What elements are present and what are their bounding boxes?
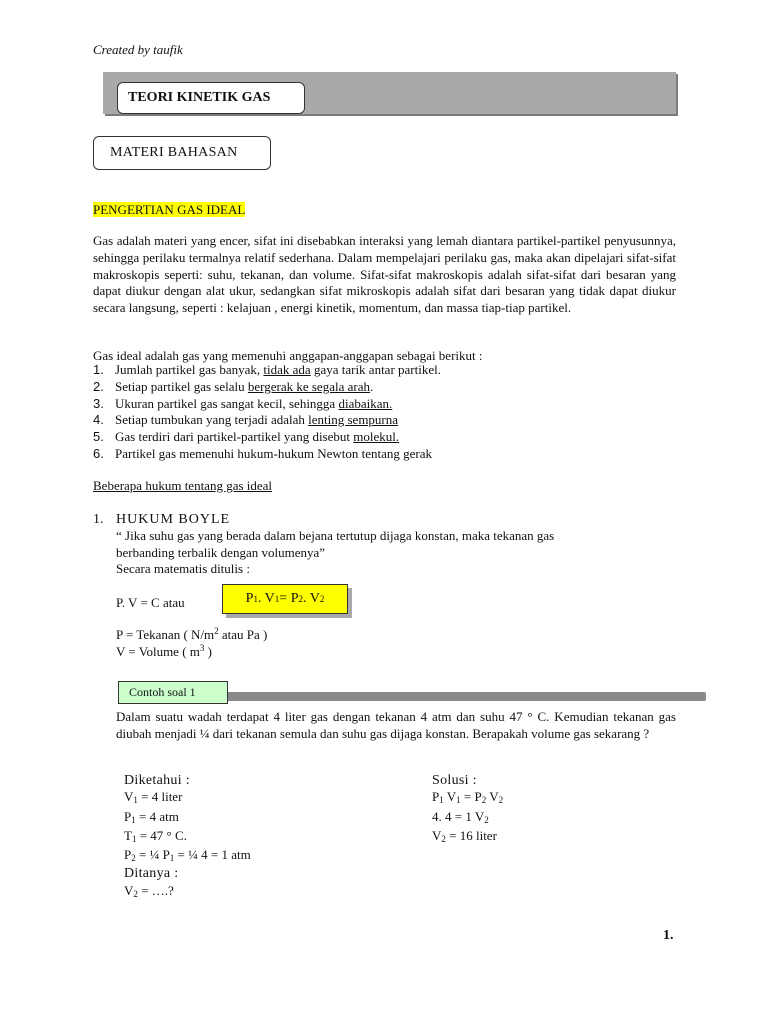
- asked-line: [124, 883, 251, 902]
- var-sub: 1: [131, 833, 137, 844]
- term: V: [486, 789, 499, 805]
- list-number: 6.: [93, 445, 104, 461]
- boyle-number: 1.: [93, 512, 104, 527]
- list-number: 1.: [93, 362, 104, 377]
- list-text-underlined: tidak ada: [263, 362, 311, 377]
- laws-heading: Beberapa hukum tentang gas ideal: [93, 478, 273, 493]
- value: = ¼ P: [135, 847, 170, 863]
- var: T: [124, 827, 132, 843]
- boyle-quote-line1: “ Jika suhu gas yang berada dalam bejana tertutup dijaga konstan, maka tekanan gas: [116, 528, 555, 543]
- list-number: 3.: [93, 395, 104, 411]
- list-item: [93, 446, 676, 463]
- formula-left: P. V = C atau: [116, 595, 185, 610]
- list-item: [93, 362, 676, 379]
- value: = ¼ 4 = 1 atm: [174, 847, 251, 863]
- solution-line: [432, 828, 503, 847]
- term-sub: 2: [498, 795, 504, 806]
- list-text-pre: Setiap partikel gas selalu: [115, 378, 248, 394]
- list-text: [115, 412, 398, 429]
- formula-sub: 1: [274, 594, 280, 604]
- boyle-quote-line2: berbanding terbalik dengan volumenya”: [116, 544, 326, 560]
- var: V: [124, 789, 134, 805]
- solution-heading: Solusi :: [432, 773, 477, 788]
- term-sub: 2: [484, 814, 489, 825]
- section-heading: [93, 202, 245, 218]
- list-text: [115, 429, 399, 446]
- pressure-def-post: atau Pa ): [218, 627, 268, 642]
- known-line: [124, 847, 251, 866]
- known-block: [124, 773, 251, 902]
- list-text-pre: Gas terdiri dari partikel-partikel yang disebut: [115, 429, 354, 445]
- list-text: [115, 396, 392, 413]
- var-sub: 2: [133, 888, 138, 899]
- list-text-post: .: [369, 378, 374, 394]
- var: P: [124, 808, 132, 824]
- list-text-post: gaya tarik antar partikel.: [310, 362, 441, 377]
- example-label: Contoh soal 1: [118, 681, 228, 704]
- list-text-underlined: lenting sempurna: [308, 412, 399, 428]
- list-number: 5.: [93, 429, 104, 445]
- list-item: [93, 429, 676, 446]
- term: = P: [460, 789, 482, 805]
- value: = 4 liter: [137, 789, 183, 805]
- pressure-definition: [116, 626, 267, 643]
- formula-v: . V: [302, 591, 320, 606]
- value: = ….?: [137, 882, 174, 898]
- list-text-pre: Partikel gas memenuhi hukum-hukum Newton tentang gerak: [115, 445, 432, 461]
- list-text: [115, 379, 373, 396]
- known-line: [124, 789, 251, 808]
- list-item: [93, 396, 676, 413]
- var-sub: 1: [169, 853, 175, 864]
- volume-def-sup: 3: [199, 643, 205, 653]
- section-heading-text: PENGERTIAN GAS IDEAL: [93, 202, 246, 217]
- formula-p: P: [245, 591, 254, 606]
- list-text-pre: Jumlah partikel gas banyak,: [115, 362, 264, 377]
- list-text-underlined: molekul.: [353, 429, 400, 445]
- list-text-pre: Setiap tumbukan yang terjadi adalah: [115, 412, 309, 428]
- term-sub: 2: [441, 833, 446, 844]
- var-sub: 1: [133, 795, 138, 806]
- boyle-title: HUKUM BOYLE: [116, 512, 231, 527]
- page-number: 1.: [663, 928, 674, 943]
- pressure-def-text: P = Tekanan ( N/m: [116, 627, 215, 642]
- var: V: [124, 882, 134, 898]
- example-problem: Dalam suatu wadah terdapat 4 liter gas dengan tekanan 4 atm dan suhu 47 ° C. Kemudian tekanan gas diubah menjadi ¼ dari tekanan semula dan suhu gas dijaga konstan. Berapakah volume gas sekarang ?: [116, 709, 676, 741]
- term-sub: 1: [456, 795, 461, 806]
- term: P: [432, 789, 440, 805]
- var: P: [124, 847, 132, 863]
- solution-line: [432, 809, 503, 828]
- list-item: [93, 412, 676, 429]
- solution-block: [432, 773, 503, 847]
- known-line: [124, 828, 251, 847]
- formula-sub: 2: [298, 594, 303, 604]
- formula-box: [222, 584, 348, 614]
- term: 4. 4 = 1 V: [432, 808, 485, 824]
- known-line: [124, 809, 251, 828]
- list-number: 4.: [93, 412, 104, 428]
- volume-def-post: ): [204, 644, 212, 659]
- pressure-def-sup: 2: [214, 626, 219, 636]
- definition-paragraph: Gas adalah materi yang encer, sifat ini disebabkan interaksi yang lemah diantara partikel-partikel penyusunnya, sehingga perilaku termalnya relatif sederhana. Dalam mempelajari perilaku gas, maka akan dipelajari sifat-sifat makroskopis seperti: suhu, tekanan, dan volume. Sifat-sifat makroskopis adalah sifat-sifat dari besaran yang dapat diukur dengan alat ukur, sedangkan sifat mikroskopis adalah sifat dari besaran yang tidak dapat diukur secara langsung, seperti : kelajuan , energi kinetik, momentum, dan massa tiap-tiap partikel.: [93, 233, 676, 316]
- assumptions-intro: Gas ideal adalah gas yang memenuhi anggapan-anggapan sebagai berikut :: [93, 348, 483, 363]
- header-note: Created by taufik: [93, 42, 183, 57]
- solution-line: [432, 789, 503, 808]
- list-text-underlined: bergerak ke segala arah: [247, 378, 370, 394]
- term-sub: 2: [481, 795, 487, 806]
- list-text: [115, 362, 441, 379]
- known-heading: Diketahui :: [124, 773, 190, 788]
- page-title: TEORI KINETIK GAS: [117, 82, 305, 114]
- term: = 16 liter: [445, 827, 497, 843]
- assumptions-list: [93, 362, 676, 463]
- boyle-quote: [116, 528, 636, 562]
- value: = 47 ° C.: [136, 827, 187, 843]
- math-intro: Secara matematis ditulis :: [116, 561, 250, 576]
- list-text-underlined: diabaikan.: [338, 395, 393, 411]
- term-sub: 1: [439, 795, 444, 806]
- formula-sub: 2: [319, 594, 325, 604]
- list-text-pre: Ukuran partikel gas sangat kecil, sehingga: [115, 395, 339, 411]
- list-item: [93, 379, 676, 396]
- volume-def-text: V = Volume ( m: [116, 644, 200, 659]
- term: V: [432, 827, 442, 843]
- formula-v: . V: [257, 591, 275, 606]
- formula-sub: 1: [253, 594, 258, 604]
- volume-definition: [116, 643, 212, 660]
- term: V: [443, 789, 457, 805]
- var-sub: 1: [131, 814, 136, 825]
- list-text: [115, 446, 432, 463]
- var-sub: 2: [131, 853, 136, 864]
- asked-heading: Ditanya :: [124, 866, 179, 882]
- value: = 4 atm: [135, 808, 179, 824]
- formula-eq: = P: [279, 591, 299, 606]
- list-number: 2.: [93, 378, 104, 394]
- materi-bahasan-box: MATERI BAHASAN: [93, 136, 271, 170]
